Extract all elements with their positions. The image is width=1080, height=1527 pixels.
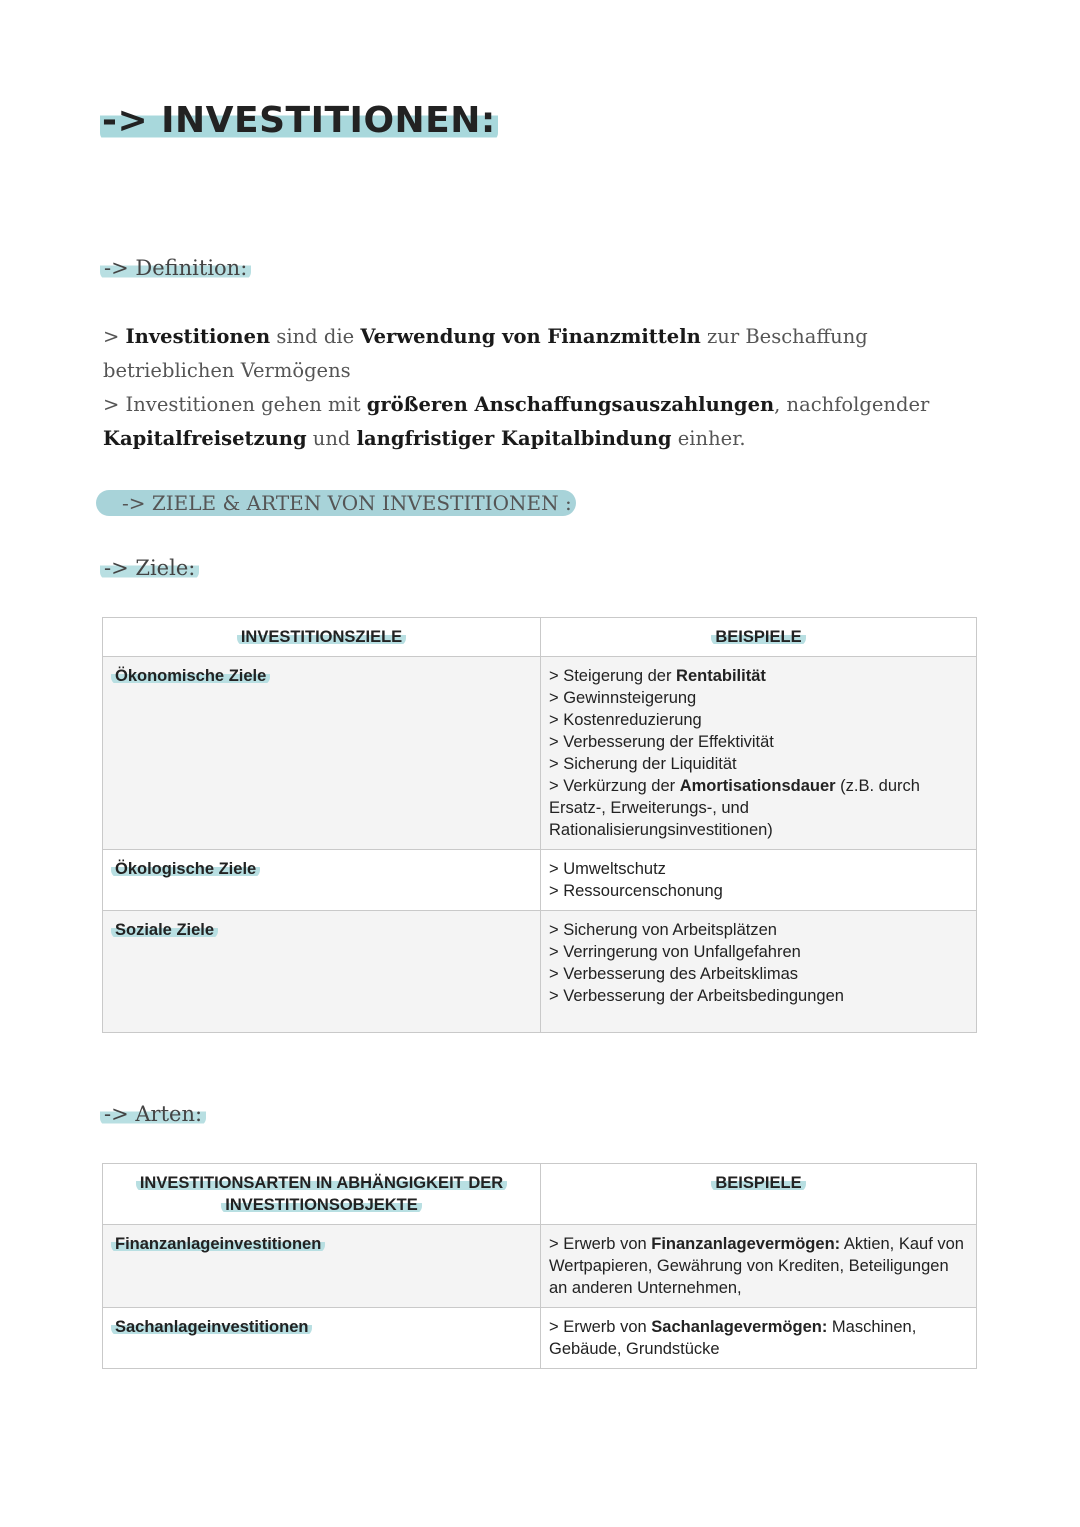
list-item: > Verkürzung der Amortisationsdauer (z.B. durch Ersatz-, Erweiterungs-, und Rationalisierungsinvestitionen) [549, 777, 920, 839]
list-item: > Verbesserung der Arbeitsbedingungen [549, 987, 844, 1005]
bold-term: Investitionen [125, 325, 271, 348]
section-heading: -> ZIELE & ARTEN VON INVESTITIONEN : [96, 490, 576, 516]
examples-cell [541, 850, 977, 911]
row-label-cell [103, 850, 541, 911]
definition-heading [100, 256, 251, 280]
text-run: und [306, 427, 357, 450]
table-row [103, 911, 977, 1033]
definition-paragraph-2 [103, 388, 983, 456]
definition-heading-text: -> Definition: [100, 256, 251, 280]
list-item: > Ressourcenschonung [549, 882, 723, 900]
row-label: Sachanlageinvestitionen [111, 1318, 312, 1336]
list-item: > Verringerung von Unfallgefahren [549, 943, 801, 961]
table-header-row [103, 1164, 977, 1225]
list-item: > Sicherung der Liquidität [549, 755, 737, 773]
row-label: Ökonomische Ziele [111, 667, 270, 685]
ziele-heading-text: -> Ziele: [100, 556, 199, 580]
page-title [100, 100, 498, 141]
table-row [103, 1225, 977, 1308]
table-row [103, 1308, 977, 1369]
examples-cell: > Erwerb von Sachanlagevermögen: Maschinen, Gebäude, Grundstücke [541, 1308, 977, 1369]
bold-term: größeren Anschaffungsauszahlungen [366, 393, 775, 416]
list-item: > Verbesserung des Arbeitsklimas [549, 965, 799, 983]
row-label: Ökologische Ziele [111, 860, 260, 878]
text-run: , nachfolgender [774, 393, 930, 416]
arten-heading [100, 1102, 206, 1126]
examples-cell: > Erwerb von Finanzanlagevermögen: Aktien, Kauf von Wertpapieren, Gewährung von Krediten, Beteiligungen an anderen Unternehmen, [541, 1225, 977, 1308]
table-header-row [103, 618, 977, 657]
bullet-marker: > [103, 393, 126, 416]
list-item: > Sicherung von Arbeitsplätzen [549, 921, 777, 939]
table-row [103, 850, 977, 911]
list-item: > Gewinnsteigerung [549, 689, 697, 707]
bold-term: langfristiger Kapitalbindung [356, 427, 672, 450]
column-header-text: BEISPIELE [711, 628, 805, 646]
text-run: zur Beschaffung betrieblichen Vermögens [103, 325, 868, 382]
column-header-text: INVESTITIONSARTEN IN ABHÄNGIGKEIT DER [136, 1174, 507, 1192]
bullet-marker: > [103, 325, 126, 348]
row-label-cell [103, 1308, 541, 1369]
column-header-text: BEISPIELE [711, 1174, 805, 1192]
list-item: > Kostenreduzierung [549, 711, 702, 729]
row-label: Finanzanlageinvestitionen [111, 1235, 325, 1253]
column-header [541, 1164, 977, 1225]
text-run: sind die [270, 325, 361, 348]
bold-term: Verwendung von Finanzmitteln [360, 325, 701, 348]
page-title-text: -> INVESTITIONEN: [102, 100, 496, 141]
text-run: einher. [671, 427, 746, 450]
list-item: > Verbesserung der Effektivität [549, 733, 774, 751]
arten-table [102, 1163, 977, 1369]
bold-term: Kapitalfreisetzung [103, 427, 307, 450]
table-row [103, 657, 977, 850]
column-header [103, 1164, 541, 1225]
text-run: Investitionen gehen mit [125, 393, 367, 416]
examples-cell [541, 657, 977, 850]
column-header-text: INVESTITIONSZIELE [237, 628, 406, 646]
column-header [103, 618, 541, 657]
list-item: > Steigerung der Rentabilität [549, 667, 766, 685]
list-item: > Umweltschutz [549, 860, 666, 878]
ziele-heading [100, 556, 199, 580]
arten-heading-text: -> Arten: [100, 1102, 206, 1126]
row-label: Soziale Ziele [111, 921, 218, 939]
row-label-cell [103, 657, 541, 850]
row-label-cell [103, 1225, 541, 1308]
column-header [541, 618, 977, 657]
ziele-table [102, 617, 977, 1033]
column-header-text: INVESTITIONSOBJEKTE [221, 1196, 422, 1214]
definition-paragraph-1 [103, 320, 983, 388]
row-label-cell [103, 911, 541, 1033]
definition-text [103, 320, 983, 456]
examples-cell [541, 911, 977, 1033]
